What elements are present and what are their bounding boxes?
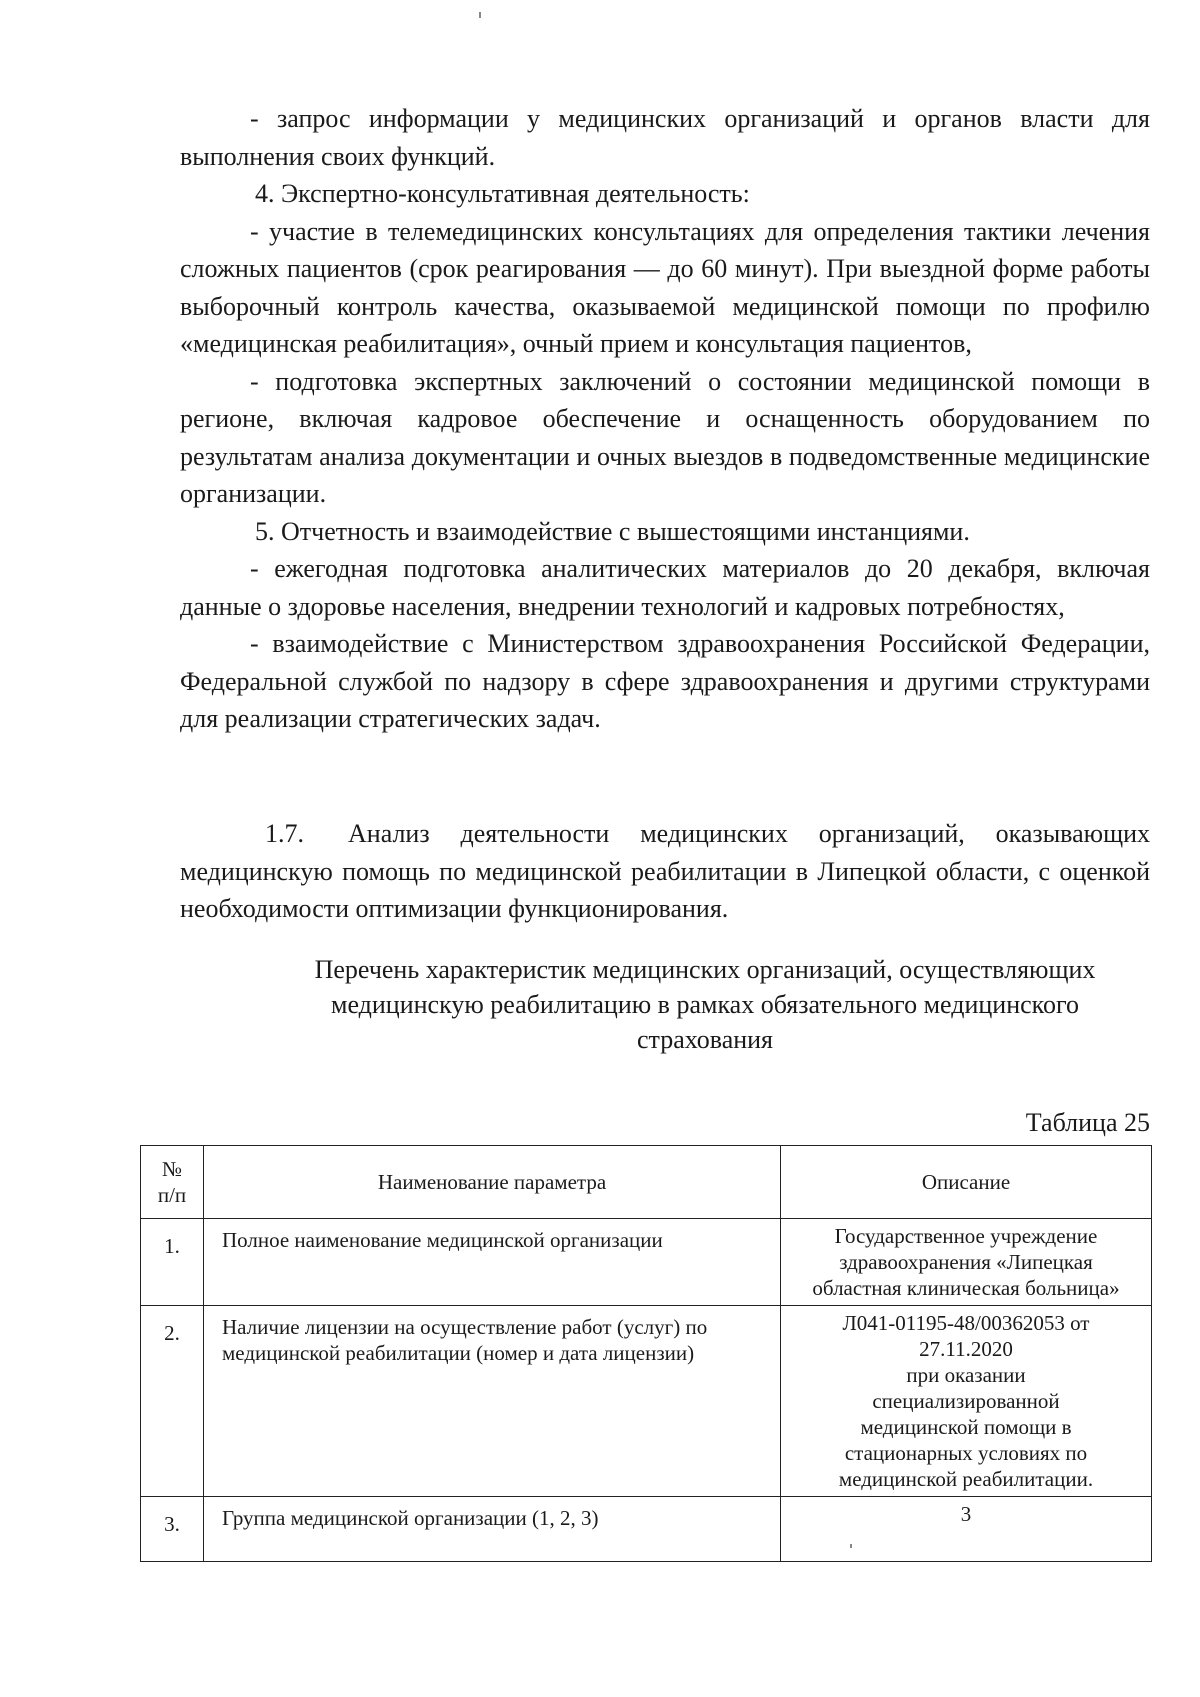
row-parameter-name: Полное наименование медицинской организации: [204, 1219, 781, 1306]
section-number: 1.7.: [265, 819, 304, 848]
header-number: [141, 1146, 204, 1219]
desc-line: областная клиническая больница»: [812, 1276, 1120, 1300]
row-parameter-name: Наличие лицензии на осуществление работ (услуг) по медицинской реабилитации (номер и дата лицензии): [204, 1306, 781, 1497]
row-number: 3.: [141, 1497, 204, 1562]
header-parameter-name: Наименование параметра: [204, 1146, 781, 1219]
caption-line-2: медицинскую реабилитацию в рамках обязательного медицинского: [331, 990, 1079, 1019]
row-description: [781, 1497, 1152, 1562]
table-label: Таблица 25: [1025, 1108, 1150, 1137]
desc-line: 3: [960, 1502, 972, 1526]
section-text: Анализ деятельности медицинских организаций, оказывающих медицинскую помощь по медицинской реабилитации в Липецкой области, с оценкой необходимости оптимизации функционирования.: [180, 819, 1150, 923]
row-description: [781, 1306, 1152, 1497]
body-text: [180, 100, 1150, 738]
row-number: 2.: [141, 1306, 204, 1497]
header-description: Описание: [781, 1146, 1152, 1219]
desc-line: специализированной: [872, 1389, 1060, 1413]
desc-line: 27.11.2020: [919, 1337, 1013, 1361]
caption-line-1: Перечень характеристик медицинских организаций, осуществляющих: [314, 955, 1096, 984]
desc-line: при оказании: [906, 1363, 1026, 1387]
table-row: [141, 1306, 1152, 1497]
row-number: 1.: [141, 1219, 204, 1306]
scan-speck: [479, 12, 481, 18]
desc-line: Государственное учреждение: [834, 1224, 1098, 1248]
desc-line: стационарных условиях по: [844, 1441, 1088, 1465]
desc-line: медицинской реабилитации.: [838, 1467, 1094, 1491]
row-parameter-name: Группа медицинской организации (1, 2, 3): [204, 1497, 781, 1562]
paragraph-ministry-interaction: - взаимодействие с Министерством здравоохранения Российской Федерации, Федеральной службой по надзору в сфере здравоохранения и другими структурами для реализации стратегических задач.: [180, 629, 1150, 733]
table-row: [141, 1497, 1152, 1562]
desc-line: здравоохранения «Липецкая: [839, 1250, 1093, 1274]
paragraph-annual-reports: - ежегодная подготовка аналитических материалов до 20 декабря, включая данные о здоровье населения, внедрении технологий и кадровых потребностях,: [180, 554, 1150, 621]
table-caption: [260, 952, 1150, 1057]
table-row: [141, 1219, 1152, 1306]
desc-line: Л041-01195-48/00362053 от: [842, 1311, 1090, 1335]
paragraph-expert-conclusions: - подготовка экспертных заключений о состоянии медицинской помощи в регионе, включая кадровое обеспечение и оснащенность оборудованием по результатам анализа документации и очных выездов в подведомственные медицинские организации.: [180, 366, 1150, 508]
section-1-7: [180, 815, 1150, 928]
header-number-abbr: п/п: [157, 1183, 187, 1207]
paragraph-item-4-heading: 4. Экспертно-консультативная деятельность:: [255, 179, 750, 208]
scan-speck: [850, 1544, 852, 1548]
header-number-sign: №: [161, 1157, 183, 1181]
desc-line: медицинской помощи в: [860, 1415, 1072, 1439]
caption-line-3: страхования: [636, 1025, 774, 1054]
paragraph-info-request: - запрос информации у медицинских организаций и органов власти для выполнения своих функций.: [180, 104, 1150, 171]
table-header-row: [141, 1146, 1152, 1219]
paragraph-item-5-heading: 5. Отчетность и взаимодействие с вышестоящими инстанциями.: [255, 516, 970, 546]
characteristics-table: [140, 1145, 1152, 1562]
row-description: [781, 1219, 1152, 1306]
paragraph-telemedicine: - участие в телемедицинских консультациях для определения тактики лечения сложных пациентов (срок реагирования — до 60 минут). При выездной форме работы выборочный контроль качества, оказываемой медицинской помощи по профилю «медицинская реабилитация», очный прием и консультация пациентов,: [180, 216, 1150, 358]
